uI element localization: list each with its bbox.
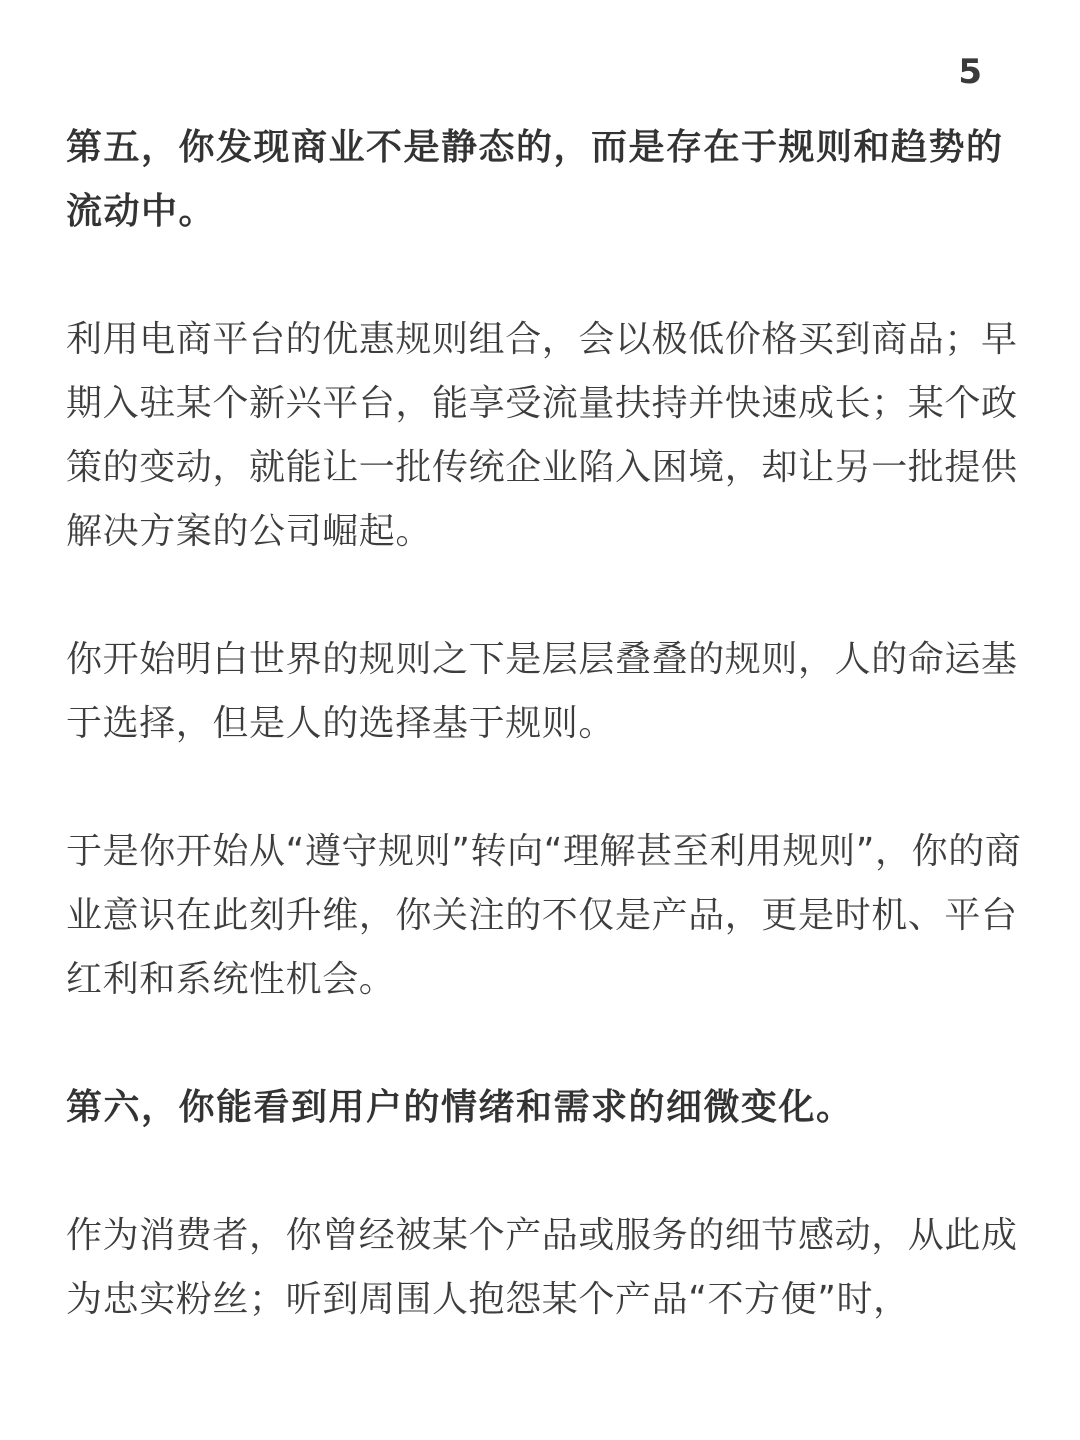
page-number: 5 [958,52,982,92]
paragraph: 你开始明白世界的规则之下是层层叠叠的规则，人的命运基于选择，但是人的选择基于规则。 [66,639,1018,744]
article-body [66,116,1026,1332]
section-heading-6: 第六，你能看到用户的情绪和需求的细微变化。 [66,1087,854,1128]
paragraph: 作为消费者，你曾经被某个产品或服务的细节感动，从此成为忠实粉丝；听到周围人抱怨某个产品“不方便”时， [66,1215,1018,1320]
paragraph: 利用电商平台的优惠规则组合，会以极低价格买到商品；早期入驻某个新兴平台，能享受流量扶持并快速成长；某个政策的变动，就能让一批传统企业陷入困境，却让另一批提供解决方案的公司崛起。 [66,319,1018,552]
section-heading-5: 第五，你发现商业不是静态的，而是存在于规则和趋势的流动中。 [66,127,1004,232]
paragraph: 于是你开始从“遵守规则”转向“理解甚至利用规则”，你的商业意识在此刻升维，你关注的不仅是产品，更是时机、平台红利和系统性机会。 [66,831,1022,1000]
